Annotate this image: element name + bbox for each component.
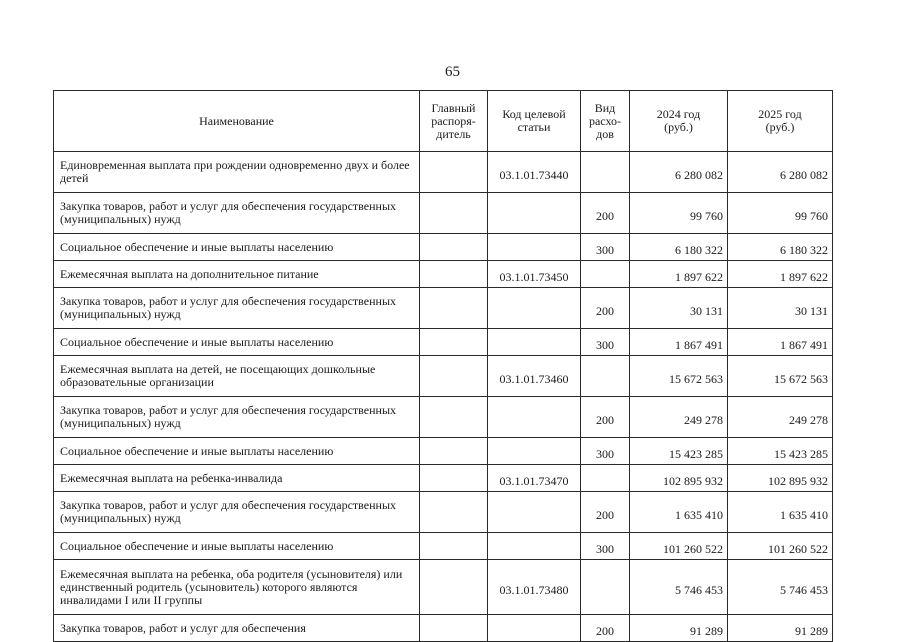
cell-expense-type xyxy=(581,356,630,397)
cell-expense-type: 200 xyxy=(581,193,630,234)
cell-2025: 30 131 xyxy=(728,288,833,329)
table-row xyxy=(54,356,833,397)
cell-expense-type xyxy=(581,152,630,193)
cell-2025: 101 260 522 xyxy=(728,533,833,560)
cell-2025: 1 897 622 xyxy=(728,261,833,288)
table-row xyxy=(54,329,833,356)
cell-2025: 15 423 285 xyxy=(728,438,833,465)
cell-2024: 30 131 xyxy=(630,288,728,329)
table-row xyxy=(54,438,833,465)
cell-expense-type: 200 xyxy=(581,288,630,329)
cell-2024: 1 897 622 xyxy=(630,261,728,288)
cell-main-admin xyxy=(420,193,488,234)
cell-expense-type: 200 xyxy=(581,615,630,642)
table-row xyxy=(54,465,833,492)
cell-name: Социальное обеспечение и иные выплаты населению xyxy=(54,329,420,356)
cell-2025: 99 760 xyxy=(728,193,833,234)
cell-name: Ежемесячная выплата на ребенка, оба родителя (усыновителя) или единственный родитель (усыновитель) которого являются инвалидами I или II группы xyxy=(54,560,420,615)
table-row xyxy=(54,615,833,642)
cell-expense-type: 300 xyxy=(581,533,630,560)
cell-main-admin xyxy=(420,465,488,492)
cell-2024: 15 423 285 xyxy=(630,438,728,465)
cell-2025: 91 289 xyxy=(728,615,833,642)
cell-2024: 1 867 491 xyxy=(630,329,728,356)
cell-target-code xyxy=(488,615,581,642)
header-expense-type: Вид расхо- дов xyxy=(581,91,630,152)
cell-main-admin xyxy=(420,560,488,615)
cell-main-admin xyxy=(420,288,488,329)
cell-2024: 101 260 522 xyxy=(630,533,728,560)
cell-target-code xyxy=(488,397,581,438)
cell-name: Ежемесячная выплата на ребенка-инвалида xyxy=(54,465,420,492)
cell-expense-type: 300 xyxy=(581,438,630,465)
cell-2025: 15 672 563 xyxy=(728,356,833,397)
cell-name: Закупка товаров, работ и услуг для обеспечения государственных (муниципальных) нужд xyxy=(54,492,420,533)
cell-target-code: 03.1.01.73440 xyxy=(488,152,581,193)
cell-expense-type xyxy=(581,465,630,492)
table-row xyxy=(54,152,833,193)
table-row xyxy=(54,560,833,615)
cell-target-code: 03.1.01.73450 xyxy=(488,261,581,288)
cell-target-code xyxy=(488,329,581,356)
cell-main-admin xyxy=(420,533,488,560)
cell-2025: 6 280 082 xyxy=(728,152,833,193)
cell-name: Социальное обеспечение и иные выплаты населению xyxy=(54,438,420,465)
cell-name: Ежемесячная выплата на дополнительное питание xyxy=(54,261,420,288)
cell-2025: 5 746 453 xyxy=(728,560,833,615)
cell-target-code xyxy=(488,492,581,533)
table-row xyxy=(54,397,833,438)
cell-2024: 99 760 xyxy=(630,193,728,234)
cell-target-code xyxy=(488,438,581,465)
header-name: Наименование xyxy=(54,91,420,152)
table-header-row xyxy=(54,91,833,152)
cell-main-admin xyxy=(420,615,488,642)
cell-name: Закупка товаров, работ и услуг для обеспечения xyxy=(54,615,420,642)
cell-main-admin xyxy=(420,152,488,193)
cell-main-admin xyxy=(420,234,488,261)
cell-target-code xyxy=(488,234,581,261)
header-target-code: Код целевой статьи xyxy=(488,91,581,152)
table-row xyxy=(54,193,833,234)
cell-2024: 5 746 453 xyxy=(630,560,728,615)
cell-name: Ежемесячная выплата на детей, не посещающих дошкольные образовательные организации xyxy=(54,356,420,397)
table-row xyxy=(54,533,833,560)
cell-target-code: 03.1.01.73480 xyxy=(488,560,581,615)
cell-name: Закупка товаров, работ и услуг для обеспечения государственных (муниципальных) нужд xyxy=(54,397,420,438)
cell-target-code xyxy=(488,533,581,560)
cell-expense-type: 200 xyxy=(581,492,630,533)
cell-2025: 249 278 xyxy=(728,397,833,438)
budget-table xyxy=(53,90,833,642)
header-year-2025: 2025 год (руб.) xyxy=(728,91,833,152)
cell-name: Социальное обеспечение и иные выплаты населению xyxy=(54,234,420,261)
header-main-admin: Главный распоря- дитель xyxy=(420,91,488,152)
table-row xyxy=(54,261,833,288)
cell-target-code: 03.1.01.73470 xyxy=(488,465,581,492)
cell-name: Социальное обеспечение и иные выплаты населению xyxy=(54,533,420,560)
header-year-2024: 2024 год (руб.) xyxy=(630,91,728,152)
cell-expense-type: 300 xyxy=(581,329,630,356)
cell-2025: 102 895 932 xyxy=(728,465,833,492)
cell-2025: 1 635 410 xyxy=(728,492,833,533)
cell-main-admin xyxy=(420,261,488,288)
cell-expense-type: 200 xyxy=(581,397,630,438)
cell-name: Закупка товаров, работ и услуг для обеспечения государственных (муниципальных) нужд xyxy=(54,193,420,234)
cell-main-admin xyxy=(420,329,488,356)
cell-expense-type xyxy=(581,560,630,615)
cell-main-admin xyxy=(420,438,488,465)
cell-2024: 6 280 082 xyxy=(630,152,728,193)
page-number: 65 xyxy=(445,64,460,80)
table-row xyxy=(54,492,833,533)
cell-name: Закупка товаров, работ и услуг для обеспечения государственных (муниципальных) нужд xyxy=(54,288,420,329)
cell-target-code xyxy=(488,193,581,234)
cell-2024: 91 289 xyxy=(630,615,728,642)
table-row xyxy=(54,234,833,261)
cell-target-code xyxy=(488,288,581,329)
cell-target-code: 03.1.01.73460 xyxy=(488,356,581,397)
cell-2024: 102 895 932 xyxy=(630,465,728,492)
cell-2024: 6 180 322 xyxy=(630,234,728,261)
cell-2024: 15 672 563 xyxy=(630,356,728,397)
cell-name: Единовременная выплата при рождении одновременно двух и более детей xyxy=(54,152,420,193)
cell-main-admin xyxy=(420,356,488,397)
table-row xyxy=(54,288,833,329)
cell-2024: 249 278 xyxy=(630,397,728,438)
cell-expense-type: 300 xyxy=(581,234,630,261)
cell-2025: 1 867 491 xyxy=(728,329,833,356)
cell-2025: 6 180 322 xyxy=(728,234,833,261)
cell-expense-type xyxy=(581,261,630,288)
cell-2024: 1 635 410 xyxy=(630,492,728,533)
cell-main-admin xyxy=(420,492,488,533)
cell-main-admin xyxy=(420,397,488,438)
